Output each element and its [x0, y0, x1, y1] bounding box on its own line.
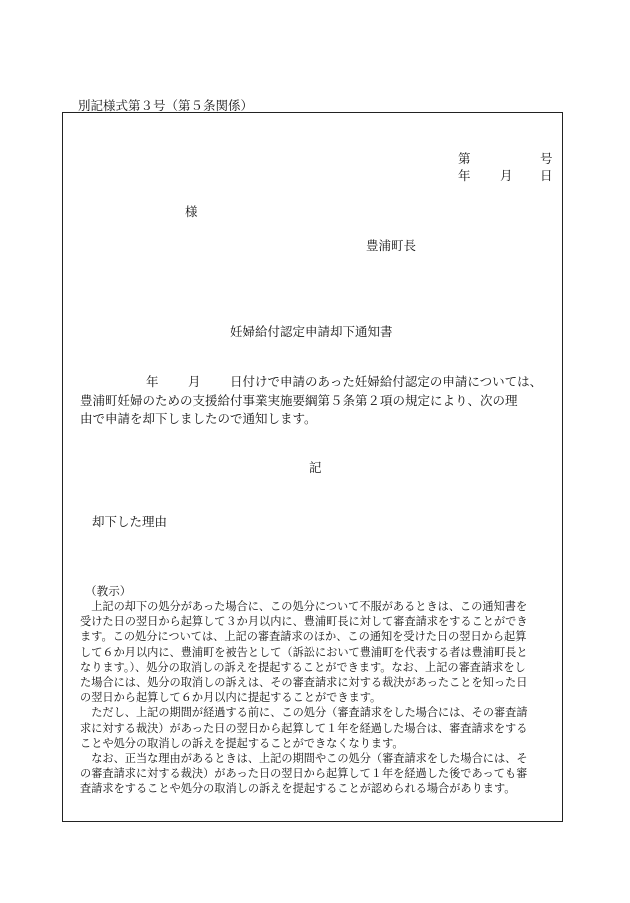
body-paragraph: [80, 373, 555, 429]
notice-line: 査請求をすることや処分の取消しの訴えを提起することが認められる場合があります。: [80, 782, 516, 796]
notice-line: ただし、上記の期間が経過する前に、この処分（審査請求をした場合には、その審査請: [80, 706, 528, 720]
notice-line: なります。）、処分の取消しの訴えを提起することができます。なお、上記の審査請求をし: [80, 660, 526, 674]
body-line-2: 豊浦町妊婦のための支援給付事業実施要綱第５条第２項の規定により、次の理: [80, 392, 518, 408]
date-day: 日: [540, 168, 553, 183]
document-date: [458, 166, 552, 182]
notice-line: ます。この処分については、上記の審査請求のほか、この通知を受けた日の翌日から起算: [80, 630, 527, 644]
notice-line: の審査請求に対する裁決）があった日の翌日から起算して１年を経過した後であっても審: [80, 767, 528, 781]
body-line-3: 由で申請を却下しましたので通知します。: [80, 411, 317, 426]
ki-heading: 記: [309, 460, 322, 475]
reason-label: 却下した理由: [92, 514, 168, 529]
notice-heading: （教示）: [85, 584, 132, 598]
notice-line: ことや処分の取消しの訴えを提起することができなくなります。: [80, 736, 404, 750]
date-month: 月: [500, 168, 513, 183]
date-year: 年: [458, 168, 471, 183]
body-month: 月: [188, 374, 201, 389]
body-line-1: [80, 373, 555, 392]
document-number: [458, 149, 552, 165]
notice-line: た場合には、処分の取消しの訴えは、その審査請求に対する裁決があったことを知った日: [80, 675, 528, 689]
notice-line: なお、正当な理由があるときは、上記の期間やこの処分（審査請求をした場合には、そ: [80, 751, 528, 765]
notice-line: 受けた日の翌日から起算して３か月以内に、豊浦町長に対して審査請求をすることができ: [80, 615, 528, 629]
notice-body: [80, 599, 558, 796]
form-label: 別記様式第３号（第５条関係）: [78, 98, 254, 113]
notice-line: 求に対する裁決）があった日の翌日から起算して１年を経過した場合は、審査請求をする: [80, 721, 528, 735]
number-suffix: 号: [540, 151, 553, 166]
notice-line: して６か月以内に、豊浦町を被告として（訴訟において豊浦町を代表する者は豊浦町長と: [80, 645, 528, 659]
number-prefix: 第: [458, 151, 471, 166]
page-title: 妊婦給付認定申請却下通知書: [230, 324, 393, 339]
body-rest: 日付けで申請のあった妊婦給付認定の申請については、: [230, 374, 543, 389]
sender: 豊浦町長: [366, 238, 417, 253]
notice-line: 上記の却下の処分があった場合に、この処分について不服があるときは、この通知書を: [80, 600, 528, 613]
addressee: 様: [185, 204, 198, 219]
body-year: 年: [146, 374, 159, 389]
notice-line: の翌日から起算して６か月以内に提起することができます。: [80, 691, 382, 705]
